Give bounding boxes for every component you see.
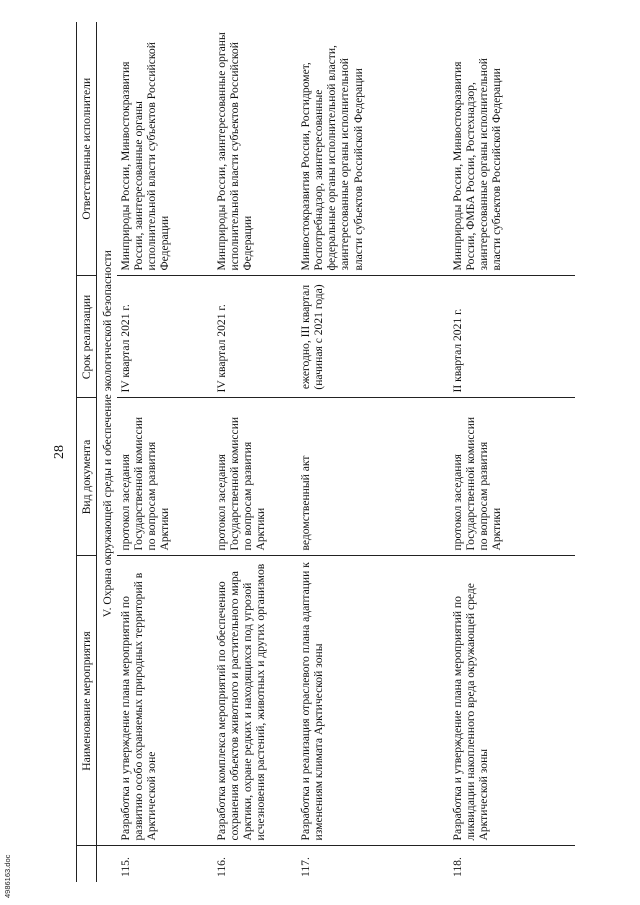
action-plan-table	[76, 22, 575, 882]
table-row	[449, 22, 575, 882]
row-name: Разработка и утверждение плана мероприятий по развитию особо охраняемых природных территорий в Арктической зоне	[117, 556, 213, 846]
header-term: Срок реализации	[77, 276, 97, 398]
rotated-page-content	[40, 22, 600, 882]
row-responsible: Минвостокразвития России, Росгидромет, Роспотребнадзор, заинтересованные федеральные органы исполнительной власти, заинтересованные органы исполнительной власти субъектов Российской Федерации	[297, 22, 449, 276]
row-term: IV квартал 2021 г.	[117, 276, 213, 398]
row-number: 117.	[299, 857, 313, 877]
row-name: Разработка и реализация отраслевого плана адаптации к изменениям климата Арктической зоны	[297, 556, 449, 846]
document-id-footer	[3, 838, 15, 898]
header-name: Наименование мероприятия	[77, 556, 97, 846]
row-doc-type: протокол заседания Государственной комиссии по вопросам развития Арктики	[449, 398, 575, 556]
table-row	[213, 22, 297, 882]
section-row	[97, 22, 118, 882]
row-term: II квартал 2021 г.	[449, 276, 575, 398]
row-doc-type: ведомственный акт	[297, 398, 449, 556]
header-responsible: Ответственные исполнители	[77, 22, 97, 276]
page-number: 28	[52, 445, 67, 459]
row-number: 116.	[215, 857, 229, 877]
row-name: Разработка комплекса мероприятий по обеспечению сохранения объектов животного и растительного мира Арктики, охране редких и находящихся под угрозой исчезновения растений, животных и других организмов	[213, 556, 297, 846]
row-responsible: Минприроды России, заинтересованные органы исполнительной власти субъектов Российской Федерации	[213, 22, 297, 276]
row-number: 118.	[451, 857, 465, 877]
row-number: 115.	[119, 857, 133, 877]
section-title: V. Охрана окружающей среды и обеспечение экологической безопасности	[97, 22, 118, 846]
document-id: 4986163.doc	[3, 854, 12, 898]
header-doc-type: Вид документа	[77, 398, 97, 556]
row-term: IV квартал 2021 г.	[213, 276, 297, 398]
row-responsible: Минприроды России, Минвостокразвития России, заинтересованные органы исполнительной власти субъектов Российской Федерации	[117, 22, 213, 276]
table-row	[297, 22, 449, 882]
table-header-row	[77, 22, 97, 882]
table-row	[117, 22, 213, 882]
row-term: ежегодно, III квартал (начиная с 2021 года)	[297, 276, 449, 398]
row-doc-type: протокол заседания Государственной комиссии по вопросам развития Арктики	[213, 398, 297, 556]
row-doc-type: протокол заседания Государственной комиссии по вопросам развития Арктики	[117, 398, 213, 556]
row-name: Разработка и утверждение плана мероприятий по ликвидации накопленного вреда окружающей среде Арктической зоны	[449, 556, 575, 846]
row-responsible: Минприроды России, Минвостокразвития России, ФМБА России, Ростехнадзор, заинтересованные органы исполнительной власти субъектов Российской Федерации	[449, 22, 575, 276]
header-number-column	[77, 846, 97, 882]
